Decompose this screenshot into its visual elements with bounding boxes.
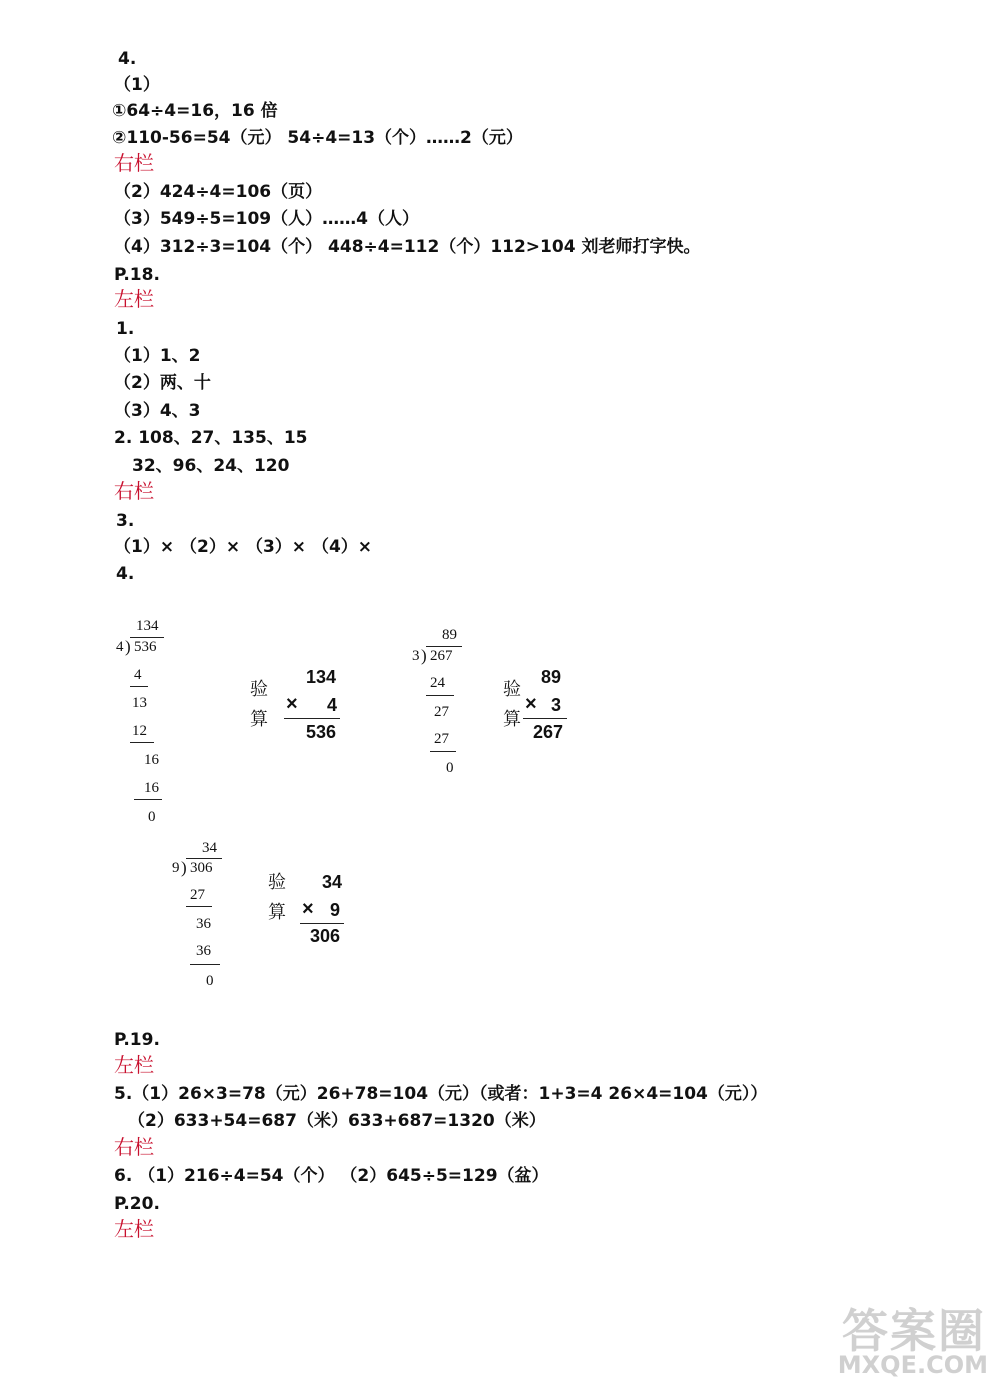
answer-line: P.19. [114,1030,160,1050]
answer-line: ②110-56=54（元） 54÷4=13（个）……2（元） [112,128,523,148]
column-heading: 右栏 [114,1135,154,1159]
step: 27 [190,887,205,903]
step: 16 [144,752,159,768]
answer-line: ①64÷4=16，16 倍 [112,101,278,121]
divisor: 9 [172,860,180,876]
multiplicand: 134 [306,667,337,687]
step: 27 [434,704,449,720]
multiplier: 3 [551,695,562,715]
divisor: 3 [412,648,420,664]
verify-label: 验 [268,872,286,893]
verify-label: 验 [250,679,268,700]
step: 0 [206,973,214,989]
column-heading: 左栏 [114,287,154,311]
step: 0 [148,809,156,825]
watermark-url: MXQE.COM [837,1351,988,1379]
answer-line: （1）1、2 [114,346,201,366]
multiplicand: 34 [322,872,343,892]
dividend: 306 [190,860,213,876]
answer-line: （2）633+54=687（米）633+687=1320（米） [128,1111,546,1131]
column-heading: 右栏 [114,479,154,503]
multiplier: 4 [327,695,338,715]
answer-line: （2）424÷4=106（页） [114,182,323,202]
answer-line: P.20. [114,1194,160,1214]
step: 27 [434,731,449,747]
verification-1 [250,665,350,750]
answer-line: 6. （1）216÷4=54（个） （2）645÷5=129（盆） [114,1166,549,1186]
verification-3 [268,870,368,955]
answer-line: （2）两、十 [114,373,211,393]
answer-line: 5.（1）26×3=78（元）26+78=104（元）（或者：1+3=4 26×4=104（元）） [114,1084,768,1104]
quotient: 134 [136,618,159,634]
step: 12 [132,723,147,739]
step: 16 [144,780,159,796]
watermark-logo [802,1295,992,1379]
answer-line: 4. [116,564,135,584]
step: 24 [430,675,445,691]
divisor: 4 [116,639,124,655]
long-division-2: 89 3 ) 267 24 27 27 0 [410,627,480,782]
answer-line: （1）× （2）× （3）× （4）× [114,537,373,557]
column-heading: 左栏 [114,1217,154,1241]
answer-line: （4）312÷3=104（个） 448÷4=112（个）112>104 刘老师打字快。 [114,237,701,257]
answer-line: P.18. [114,265,160,285]
long-division-3: 34 9 ) 306 27 36 36 0 [170,840,240,995]
step: 4 [134,667,142,683]
step: 13 [132,695,147,711]
multiplicand: 89 [541,667,562,687]
product: 536 [306,722,337,742]
dividend: 536 [134,639,157,655]
dividend: 267 [430,648,453,664]
answer-line: 2. 108、27、135、15 [114,428,308,448]
quotient: 34 [202,840,217,856]
product: 306 [310,926,341,946]
verification-2 [503,665,583,750]
watermark-text: 答案圈 [842,1304,986,1358]
answer-line: （3）4、3 [114,401,201,421]
verify-label: 算 [250,709,268,730]
step: 36 [196,916,211,932]
column-heading: 右栏 [114,151,154,175]
answer-line: 1. [116,319,135,339]
answer-line: 32、96、24、120 [132,456,290,476]
times-sign: × [302,898,314,920]
step: 36 [196,943,211,959]
verify-label: 算 [268,902,286,923]
times-sign: × [525,693,537,715]
answer-line: （1） [114,75,160,95]
product: 267 [533,722,564,742]
step: 0 [446,760,454,776]
verify-label: 算 [503,709,521,730]
long-division-1: 134 4 ) 536 4 13 12 16 16 0 [112,618,192,833]
times-sign: × [286,693,298,715]
answer-line: 4. [118,49,137,69]
answer-line: （3）549÷5=109（人）……4（人） [114,209,419,229]
answer-line: 3. [116,511,135,531]
verify-label: 验 [503,679,521,700]
multiplier: 9 [330,900,341,920]
quotient: 89 [442,627,457,643]
column-heading: 左栏 [114,1053,154,1077]
